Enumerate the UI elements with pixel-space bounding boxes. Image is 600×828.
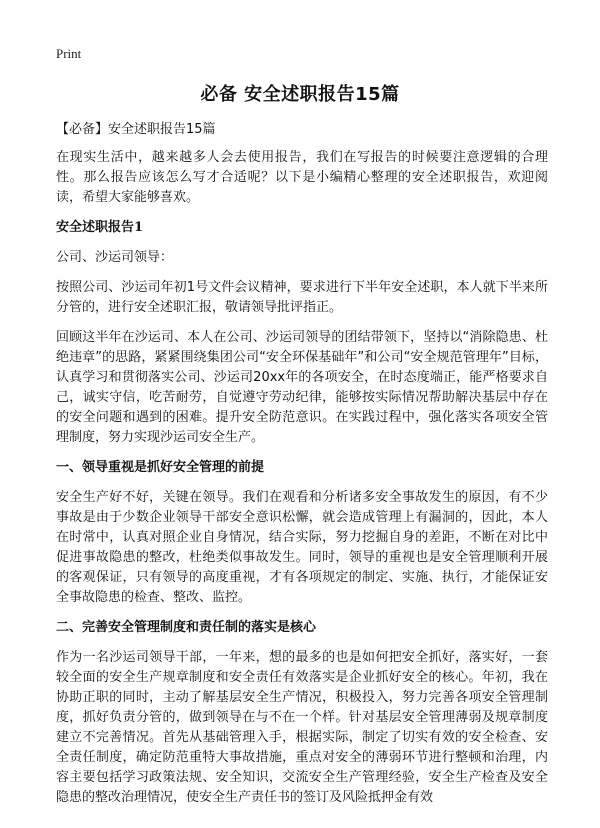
document-subtitle: 【必备】安全述职报告15篇	[56, 122, 216, 137]
intro-paragraph: 在现实生活中，越来越多人会去使用报告，我们在写报告的时候要注意逻辑的合理性。那么报告应该怎么写才合适呢？以下是小编精心整理的安全述职报告，欢迎阅读，希望大家能够喜欢。	[56, 150, 548, 205]
document-body	[56, 120, 548, 818]
section-2-heading: 二、完善安全管理制度和责任制的落实是核心	[56, 620, 317, 635]
document-title: 必备 安全述职报告15篇	[200, 84, 400, 105]
report-heading: 安全述职报告1	[56, 220, 144, 235]
salutation: 公司、沙运司领导：	[56, 250, 174, 265]
section-2-body: 作为一名沙运司领导干部，一年来，想的最多的也是如何把安全抓好，落实好，一套较全面的安全生产规章制度和安全责任有效落实是企业抓好安全的核心。年初，我在协助正职的同时，主动了解基层安全生产情况，积极投入，努力完善各项安全管理制度，抓好负责分管的，做到领导在与不在一个样。针对基层安全管理薄弱及规章制度建立不完善情况。首先从基础管理入手，根据实际，制定了切实有效的安全检查、安全责任制度，确定防范重特大事故措施，重点对安全的薄弱环节进行整顿和治理，内容主要包括学习政策法规、安全知识，交流安全生产管理经验，安全生产检查及安全隐患的整改治理情况，使安全生产责任书的签订及风险抵押金有效	[56, 650, 548, 805]
section-1-heading: 一、领导重视是抓好安全管理的前提	[56, 460, 265, 475]
paragraph-2: 回顾这半年在沙运司、本人在公司、沙运司领导的团结带领下，坚持以“消除隐患、杜绝违章”的思路，紧紧围绕集团公司“安全环保基础年”和公司“安全规范管理年”目标，认真学习和贯彻落实公司、沙运司20xx年的各项安全，在时态度端正，能严格要求自己，诚实守信，吃苦耐劳，自觉遵守劳动纪律，能够按实际情况帮助解决基层中存在的安全问题和遇到的困难。提升安全防范意识。在实践过程中，强化落实各项安全管理制度，努力实现沙运司安全生产。	[56, 330, 548, 445]
section-1-body: 安全生产好不好，关键在领导。我们在观看和分析诸多安全事故发生的原因，有不少事故是由于少数企业领导干部安全意识松懈，就会造成管理上有漏洞的，因此，本人在时常中，认真对照企业自身情况，结合实际，努力挖掘自身的差距，不断在对比中促进事故隐患的整改，杜绝类似事故发生。同时，领导的重视也是安全管理顺利开展的客观保证，只有领导的高度重视，才有各项规定的制定、实施、执行，才能保证安全事故隐患的检查、整改、监控。	[56, 490, 548, 605]
print-label: Print	[56, 46, 82, 61]
paragraph-1: 按照公司、沙运司年初1号文件会议精神，要求进行下半年安全述职，本人就下半来所分管的，进行安全述职汇报，敬请领导批评指正。	[56, 280, 548, 315]
